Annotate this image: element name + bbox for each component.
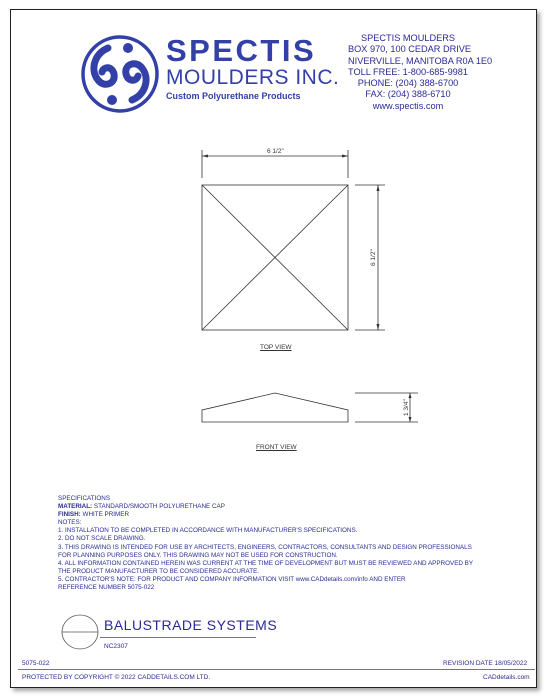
note-line: FOR PLANNING PURPOSES ONLY. THIS DRAWING MAY NOT BE USED FOR CONSTRUCTION. (58, 551, 338, 559)
notes-heading: NOTES: (58, 519, 82, 527)
part-number: NC2307 (104, 643, 128, 650)
copyright-notice: PROTECTED BY COPYRIGHT © 2022 CADDETAILS.COM LTD. (22, 674, 211, 681)
top-depth-label: 6 1/2" (370, 249, 377, 266)
revision-date: REVISION DATE 18/05/2022 (443, 660, 528, 667)
spectis-logo-icon (80, 34, 160, 114)
specs-heading: SPECIFICATIONS (58, 495, 111, 502)
company-logo-inc: MOULDERS INC. (166, 66, 340, 89)
finish-line: FINISH: WHITE PRIMER (58, 511, 130, 519)
reference-number: 5075-022 (22, 660, 50, 667)
contact-phone: PHONE: (204) 388-6700 (357, 78, 459, 89)
system-title: BALUSTRADE SYSTEMS (104, 617, 278, 633)
contact-address: BOX 970, 100 CEDAR DRIVE (348, 44, 472, 55)
note-line: 2. DO NOT SCALE DRAWING. (58, 535, 146, 543)
front-view-label: FRONT VIEW (256, 444, 297, 451)
top-view-label: TOP VIEW (260, 344, 292, 351)
contact-block (348, 33, 493, 112)
contact-fax: FAX: (204) 388-6710 (365, 89, 451, 100)
top-width-label: 6 1/2" (267, 148, 284, 155)
contact-city: NIVERVILLE, MANITOBA R0A 1E0 (348, 55, 493, 66)
note-line: THE PRODUCT MANUFACTURER TO BE CONSIDERED ACCURATE. (58, 567, 260, 575)
title-ellipse-icon (60, 612, 100, 652)
material-line: MATERIAL: STANDARD/SMOOTH POLYURETHANE CAP (58, 503, 225, 511)
company-tagline: Custom Polyurethane Products (166, 91, 301, 101)
contact-website[interactable]: www.spectis.com (372, 100, 444, 111)
note-line: 1. INSTALLATION TO BE COMPLETED IN ACCORDANCE WITH MANUFACTURER'S SPECIFICATIONS. (58, 527, 358, 535)
front-height-label: 1 3/4" (403, 399, 410, 416)
title-divider (100, 637, 256, 638)
specifications-block (58, 495, 498, 592)
note-line: REFERENCE NUMBER 5075-022 (58, 584, 155, 592)
company-logo-name: SPECTIS (166, 33, 317, 68)
footer-divider (18, 669, 535, 670)
note-line: 5. CONTRACTOR'S NOTE: FOR PRODUCT AND COMPANY INFORMATION VISIT www.CADdetails.com/info AND ENTER (58, 575, 406, 583)
contact-company: SPECTIS MOULDERS (361, 33, 455, 43)
cad-site-link[interactable]: CADdetails.com (483, 674, 530, 681)
note-line: 3. THIS DRAWING IS INTENDED FOR USE BY ARCHITECTS, ENGINEERS, CONTRACTORS, CONSULTANTS AND DESIGN PROFESSIONALS (58, 543, 472, 551)
note-line: 4. ALL INFORMATION CONTAINED HEREIN WAS CURRENT AT THE TIME OF DEVELOPMENT BUT MUST BE REVIEWED AND APPROVED BY (58, 559, 474, 567)
contact-toll-free: TOLL FREE: 1-800-685-9981 (348, 66, 469, 77)
